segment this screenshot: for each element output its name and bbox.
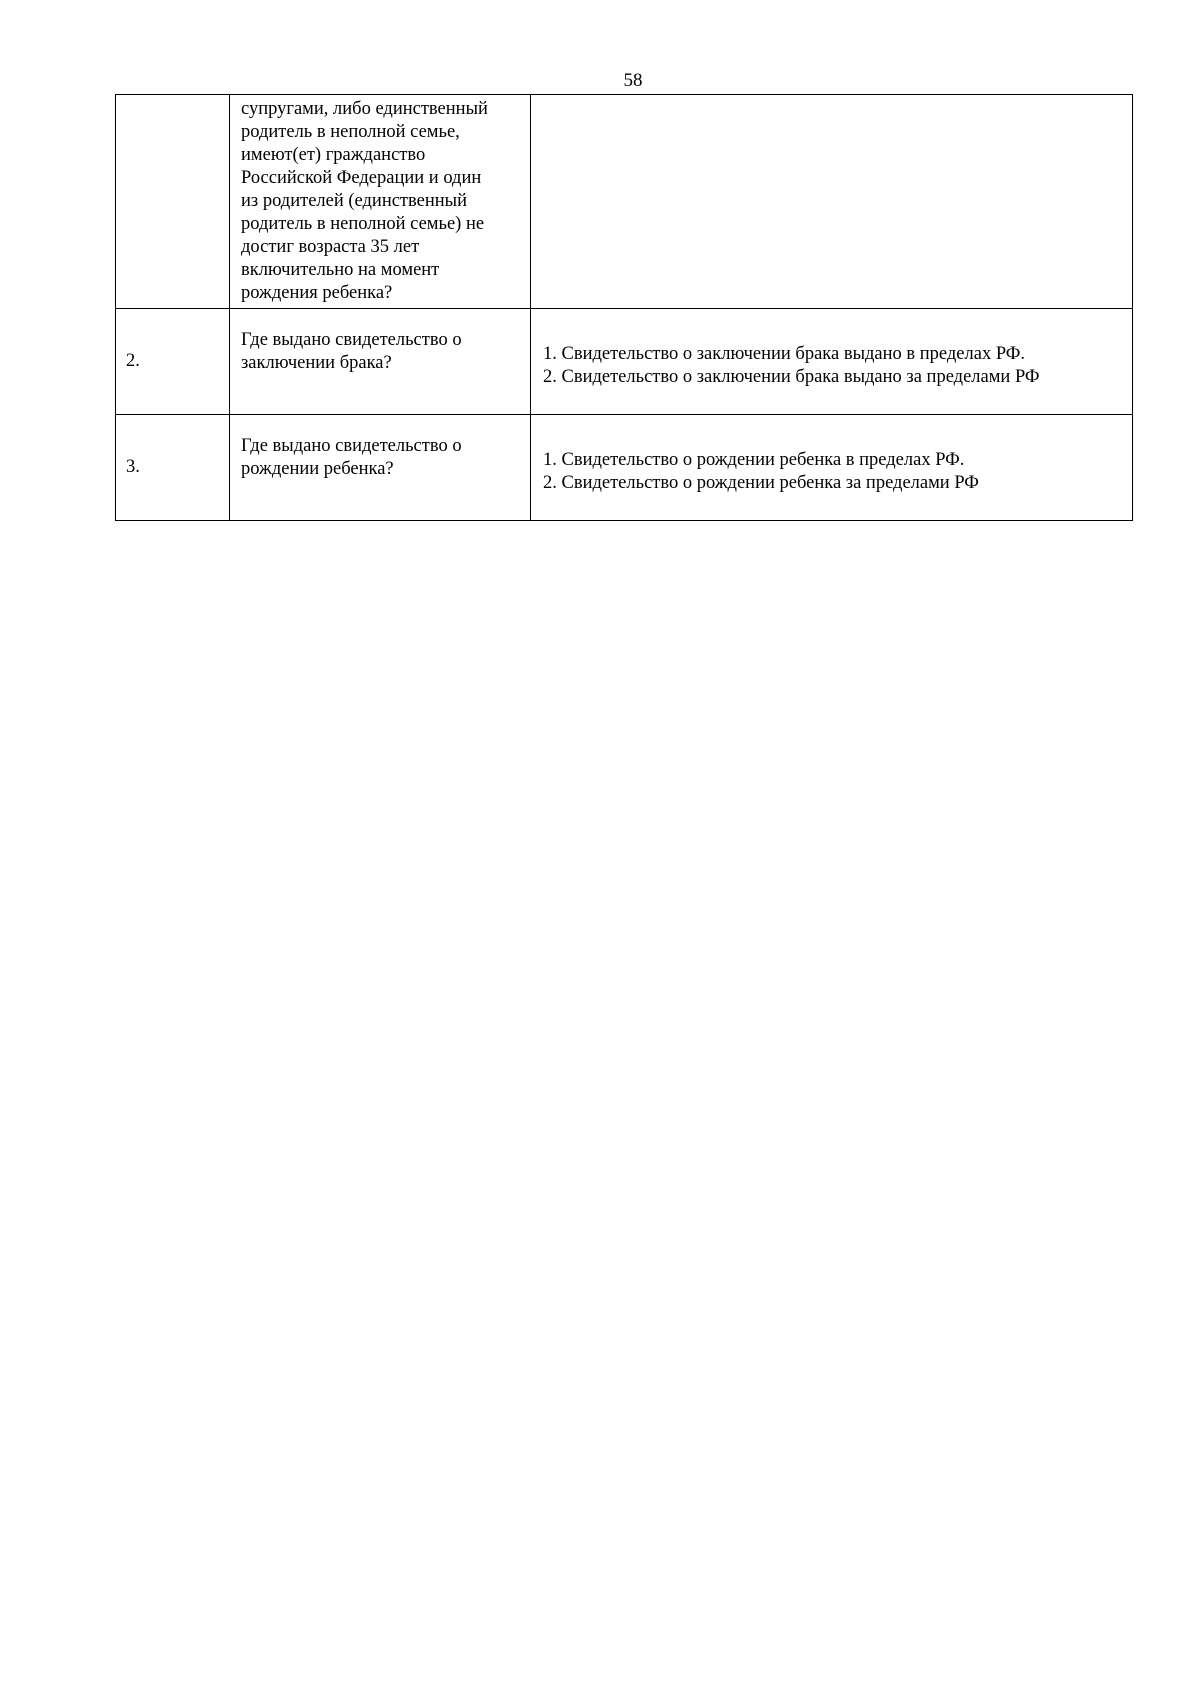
question-line: рождения ребенка? — [241, 283, 393, 303]
row-number-cell: 2. — [116, 309, 230, 415]
answer-option: 1. Свидетельство о рождении ребенка в пределах РФ. — [543, 449, 965, 470]
question-line: супругами, либо единственный — [241, 99, 488, 119]
question-cell — [230, 415, 531, 521]
answer-cell — [531, 309, 1133, 415]
answer-option: 2. Свидетельство о заключении брака выдано за пределами РФ — [543, 366, 1040, 387]
question-line: родитель в неполной семье) не — [241, 214, 485, 234]
table-row — [116, 415, 1133, 521]
question-line: Российской Федерации и один — [241, 168, 482, 188]
question-cell — [230, 309, 531, 415]
table-row-continuation — [116, 95, 1133, 309]
question-line: имеют(ет) гражданство — [241, 145, 426, 165]
question-line: заключении брака? — [241, 353, 392, 373]
answer-option: 1. Свидетельство о заключении брака выдано в пределах РФ. — [543, 343, 1026, 364]
questions-table — [115, 94, 1133, 521]
question-line: достиг возраста 35 лет — [241, 237, 420, 257]
question-line: Где выдано свидетельство о — [241, 436, 462, 456]
question-line: из родителей (единственный — [241, 191, 467, 211]
answer-cell — [531, 415, 1133, 521]
question-cell — [230, 95, 531, 309]
answer-cell — [531, 95, 1133, 309]
question-line: Где выдано свидетельство о — [241, 330, 462, 350]
question-line: родитель в неполной семье, — [241, 122, 460, 142]
page-number: 58 — [623, 70, 643, 91]
table-row — [116, 309, 1133, 415]
answer-option: 2. Свидетельство о рождении ребенка за пределами РФ — [543, 472, 979, 493]
question-line: рождении ребенка? — [241, 459, 394, 479]
question-line: включительно на момент — [241, 260, 440, 280]
row-number-cell — [116, 95, 230, 309]
row-number-cell: 3. — [116, 415, 230, 521]
